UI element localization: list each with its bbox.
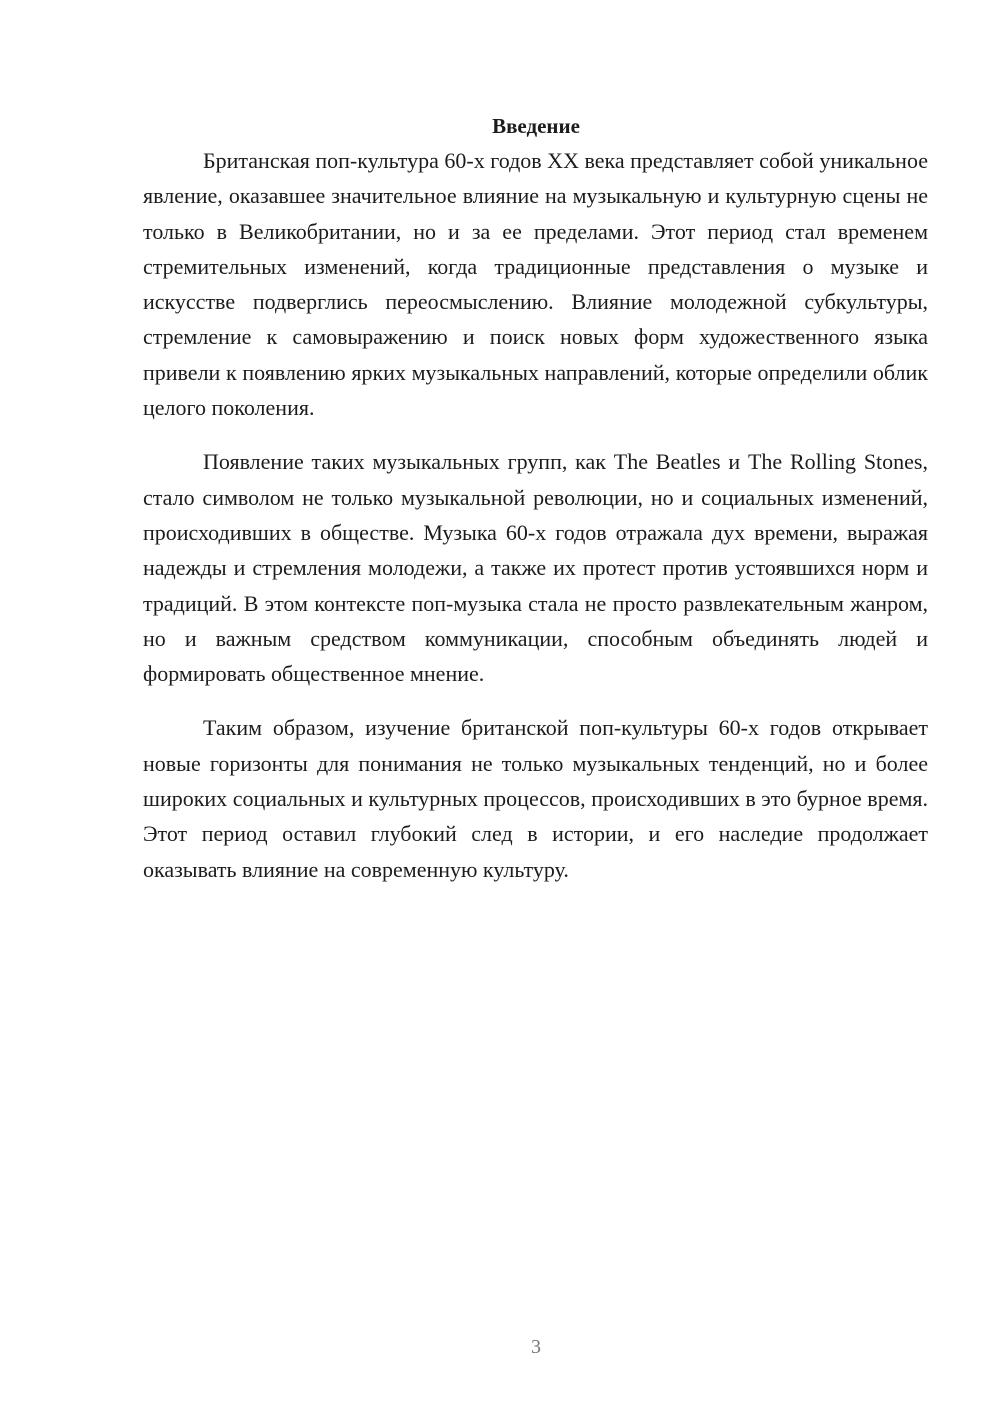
paragraph-3: Таким образом, изучение британской поп-культуры 60-х годов открывает новые горизонты для понимания не только музыкальных тенденций, но и более широких социальных и культурных процессов, происходивших в это бурное время. Этот период оставил глубокий след в истории, и его наследие продолжает оказывать влияние на современную культуру.	[143, 715, 928, 882]
page-heading: Введение	[492, 114, 580, 139]
paragraph-1: Британская поп-культура 60-х годов XX века представляет собой уникальное явление, оказавшее значительное влияние на музыкальную и культурную сцены не только в Великобритании, но и за ее пределами. Этот период стал временем стремительных изменений, когда традиционные представления о музыке и искусстве подверглись переосмыслению. Влияние молодежной субкультуры, стремление к самовыражению и поиск новых форм художественного языка привели к появлению ярких музыкальных направлений, которые определили облик целого поколения.	[143, 148, 928, 421]
page-number: 3	[531, 1336, 541, 1358]
body-text	[143, 143, 928, 906]
paragraph-2: Появление таких музыкальных групп, как The Beatles и The Rolling Stones, стало символом не только музыкальной революции, но и социальных изменений, происходивших в обществе. Музыка 60-х годов отражала дух времени, выражая надежды и стремления молодежи, а также их протест против устоявшихся норм и традиций. В этом контексте поп-музыка стала не просто развлекательным жанром, но и важным средством коммуникации, способным объединять людей и формировать общественное мнение.	[143, 449, 928, 687]
